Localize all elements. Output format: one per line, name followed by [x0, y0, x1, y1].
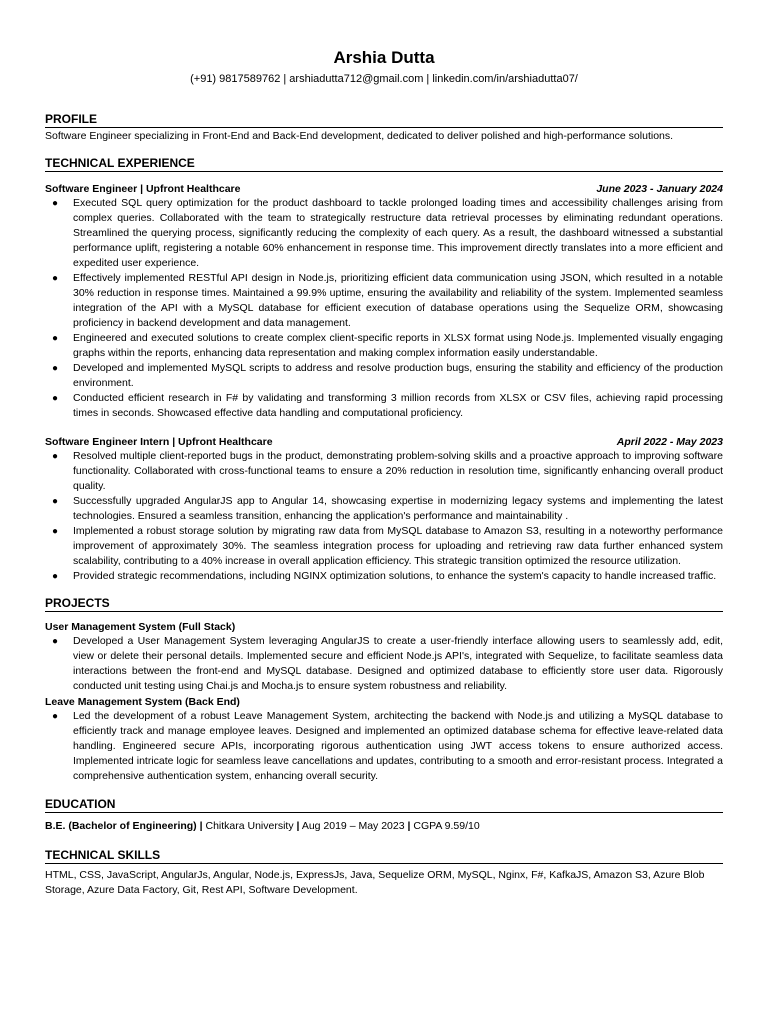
section-title-skills: TECHNICAL SKILLS — [45, 848, 723, 864]
bullet-item: ● Developed and implemented MySQL scripts to address and resolve production bugs, ensuring the stability and efficiency of the production environment. — [52, 362, 723, 389]
bullet-item: ● Executed SQL query optimization for the product dashboard to tackle prolonged loading times and accessibility challenges arising from complex queries. Collaborated with the team to strategically restructure data retrieval processes by eliminating redundant operations. Streamlined the querying process, significantly reducing the complexity of each query. As a result, the dashboard witnessed a substantial performance uplift, registering a notable 60% enhancement in response time. This improvement directly translates into a more efficient and expedited user experience. — [52, 197, 723, 269]
bullet-item: ● Conducted efficient research in F# by validating and transforming 3 million records from XLSX or CSV files, achieving rapid processing times in seconds. Showcased effective data handling and computational proficiency. — [52, 392, 723, 419]
education-line — [45, 819, 723, 834]
separator: | — [199, 820, 203, 832]
bullet-icon: ● — [52, 571, 59, 582]
bullet-icon: ● — [52, 393, 59, 404]
separator: | — [407, 820, 411, 832]
bullet-item: ● Implemented a robust storage solution by migrating raw data from MySQL database to Amazon S3, resulting in a noteworthy performance improvement of approximately 30%. The seamless integration process for uploading and retrieving raw data further enhanced system scalability, contributing to a 40% increase in overall application efficiency. This strategic transition optimized the resource utilization. — [52, 525, 723, 567]
bullet-icon: ● — [52, 636, 59, 647]
candidate-name: Arshia Dutta — [333, 48, 435, 67]
section-title-experience: TECHNICAL EXPERIENCE — [45, 156, 723, 172]
project-title: User Management System (Full Stack) — [45, 621, 236, 633]
section-title-projects: PROJECTS — [45, 596, 723, 612]
education-period: Aug 2019 – May 2023 — [301, 820, 405, 832]
education-section — [45, 797, 723, 834]
bullet-icon: ● — [52, 198, 59, 209]
education-university: Chitkara University — [205, 820, 294, 832]
job-header — [45, 435, 723, 449]
job-bullet-list — [45, 196, 723, 421]
project-title: Leave Management System (Back End) — [45, 696, 240, 708]
section-title-profile: PROFILE — [45, 112, 723, 128]
separator: | — [296, 820, 300, 832]
bullet-icon: ● — [52, 711, 59, 722]
bullet-item: ● Effectively implemented RESTful API design in Node.js, prioritizing efficient data communication using JSON, which resulted in a notable 30% reduction in response times. Maintained a 99.9% uptime, ensuring the availability and reliability of the system. Implemented seamless integration of the API with a MySQL database for efficient execution of database operations using the Sequelize ORM, showcasing proficiency in backend development and data management. — [52, 272, 723, 329]
job-role: Software Engineer Intern | Upfront Healthcare — [45, 436, 273, 448]
project-bullet-list — [45, 634, 723, 694]
bullet-item: ● Engineered and executed solutions to create complex client-specific reports in XLSX format using Node.js. Implemented visually engaging graphs within the reports, enhancing data representation and making complex information easily understandable. — [52, 332, 723, 359]
bullet-icon: ● — [52, 363, 59, 374]
profile-text: Software Engineer specializing in Front-End and Back-End development, dedicated to deliver polished and high-performance solutions. — [45, 130, 674, 142]
education-cgpa: CGPA 9.59/10 — [413, 820, 480, 832]
skills-text: HTML, CSS, JavaScript, AngularJs, Angular, Node.js, ExpressJs, Java, Sequelize ORM, MySQL, Nginx, F#, KafkaJS, Amazon S3, Azure Blob Storage, Azure Data Factory, Git, Rest API, Software Development. — [45, 869, 705, 896]
bullet-item: ● Developed a User Management System leveraging AngularJS to create a user-friendly interface allowing users to seamlessly add, edit, view or delete their personal details. Implemented secure and efficient Node.js API's, integrated with Sequelize, to facilitate seamless data interactions between the front-end and MySQL database. Designed and optimized database to efficiently store user data. Rigorously conducted unit testing using Chai.js and Mocha.js to ensure system robustness and reliability. — [52, 635, 723, 692]
job-bullet-list — [45, 449, 723, 584]
project-bullet-list — [45, 709, 723, 784]
bullet-item: ● Successfully upgraded AngularJS app to Angular 14, showcasing expertise in modernizing legacy systems and implementing the latest technologies. Ensured a seamless transition, enhancing the application's performance and maintainability . — [52, 495, 723, 522]
job-role: Software Engineer | Upfront Healthcare — [45, 183, 241, 195]
bullet-icon: ● — [52, 333, 59, 344]
bullet-icon: ● — [52, 496, 59, 507]
job-dates: April 2022 - May 2023 — [616, 436, 723, 448]
job-header — [45, 182, 723, 196]
contact-line: (+91) 9817589762 | arshiadutta712@gmail.com | linkedin.com/in/arshiadutta07/ — [190, 73, 578, 85]
bullet-item: ● Resolved multiple client-reported bugs in the product, demonstrating problem-solving skills and a proactive approach to improving software functionality. Collaborated with cross-functional teams to ensure a 20% reduction in resolution time, significantly enhancing overall product quality. — [52, 450, 723, 492]
bullet-icon: ● — [52, 526, 59, 537]
profile-section — [45, 112, 723, 144]
bullet-item: ● Led the development of a robust Leave Management System, architecting the backend with Node.js and utilizing a MySQL database to efficiently track and manage employee leaves. Designed and implemented an optimized database schema for effective leave-related data handling. Engineered secure APIs, incorporating rigorous authentication using JWT access tokens to ensure authorized access. Implemented intricate logic for seamless leave cancellations and updates, contributing to a smooth and error-resistant process. Integrated a comprehensive authentication system, enhancing overall security. — [52, 710, 723, 782]
projects-section — [45, 596, 723, 784]
job-dates: June 2023 - January 2024 — [596, 183, 723, 195]
bullet-icon: ● — [52, 451, 59, 462]
experience-section — [45, 156, 723, 584]
bullet-item: ● Provided strategic recommendations, including NGINX optimization solutions, to enhance the system's capacity to handle increased traffic. — [52, 570, 717, 582]
education-degree: B.E. (Bachelor of Engineering) — [45, 820, 197, 832]
section-title-education: EDUCATION — [45, 797, 723, 813]
bullet-icon: ● — [52, 273, 59, 284]
skills-section — [45, 848, 723, 898]
